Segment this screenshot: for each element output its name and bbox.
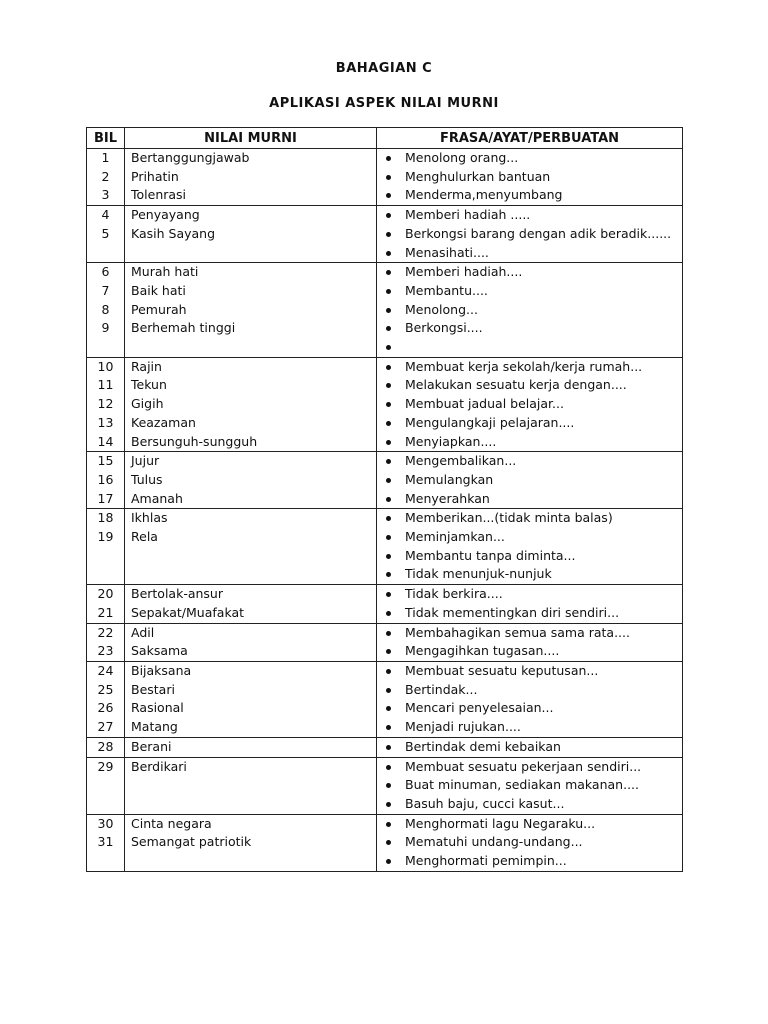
frasa-cell <box>377 509 683 585</box>
frasa-text: Menolong orang... <box>405 150 519 165</box>
frasa-text: Mengulangkaji pelajaran.... <box>405 414 575 430</box>
nilai-cell <box>125 623 377 661</box>
bil-cell <box>87 263 125 358</box>
frasa-item <box>395 509 682 528</box>
frasa-text: Memulangkan <box>405 471 494 487</box>
nilai-murni-item: Sepakat/Muafakat <box>131 604 245 620</box>
nilai-murni-item: Adil <box>131 624 155 640</box>
frasa-text: Membuat sesuatu keputusan... <box>405 662 599 678</box>
frasa-item <box>395 452 682 471</box>
frasa-cell <box>377 623 683 661</box>
nilai-murni-item: Ikhlas <box>131 510 168 526</box>
frasa-text: Berkongsi barang dengan adik beradik...... <box>405 225 672 241</box>
frasa-cell <box>377 206 683 263</box>
frasa-item <box>395 662 682 681</box>
frasa-text: Bertindak demi kebaikan <box>405 738 561 754</box>
frasa-text: Memberikan...(tidak minta balas) <box>405 510 613 526</box>
frasa-text: Tidak mementingkan diri sendiri... <box>405 604 620 620</box>
nilai-cell <box>125 757 377 814</box>
bil-number: 13 <box>97 414 114 430</box>
frasa-text: Menasihati.... <box>405 244 489 260</box>
nilai-murni-item: Amanah <box>131 490 183 506</box>
bil-number: 14 <box>97 433 114 449</box>
table-row <box>87 357 683 452</box>
header-bil: BIL <box>87 128 125 149</box>
bil-number: 18 <box>97 510 114 526</box>
bil-cell <box>87 149 125 206</box>
frasa-list <box>377 662 682 737</box>
frasa-text: Mengagihkan tugasan.... <box>405 643 560 659</box>
frasa-text: Membuat kerja sekolah/kerja rumah... <box>405 358 643 374</box>
frasa-list <box>377 263 682 357</box>
bil-cell <box>87 509 125 585</box>
frasa-text <box>405 338 682 357</box>
nilai-cell <box>125 452 377 509</box>
frasa-text: Memberi hadiah.... <box>405 264 523 280</box>
nilai-murni-item: Bertolak-ansur <box>131 586 223 602</box>
bil-cell <box>87 585 125 623</box>
frasa-item <box>395 319 682 338</box>
frasa-item <box>395 263 682 282</box>
frasa-item <box>395 206 682 225</box>
frasa-cell <box>377 737 683 757</box>
frasa-item <box>395 815 682 834</box>
nilai-murni-item: Kasih Sayang <box>131 225 216 241</box>
nilai-cell <box>125 585 377 623</box>
frasa-cell <box>377 452 683 509</box>
frasa-item <box>395 852 682 871</box>
bil-number: 6 <box>101 264 110 280</box>
nilai-cell <box>125 357 377 452</box>
frasa-text: Menjadi rujukan.... <box>405 719 521 735</box>
frasa-item <box>395 414 682 433</box>
frasa-item <box>395 776 682 795</box>
bil-number: 23 <box>97 643 114 659</box>
bil-number: 2 <box>101 168 110 184</box>
frasa-text: Memberi hadiah ..... <box>405 207 531 223</box>
bil-number: 30 <box>97 815 114 831</box>
frasa-item <box>395 358 682 377</box>
nilai-murni-item: Gigih <box>131 396 164 412</box>
bil-number: 4 <box>101 207 110 223</box>
nilai-murni-item: Cinta negara <box>131 815 212 831</box>
frasa-item <box>395 681 682 700</box>
frasa-item <box>395 738 682 757</box>
frasa-text: Menghormati pemimpin... <box>405 853 567 869</box>
nilai-cell <box>125 661 377 737</box>
table-row <box>87 737 683 757</box>
bil-number: 5 <box>101 225 110 241</box>
bil-number: 10 <box>97 358 114 374</box>
frasa-item <box>395 699 682 718</box>
nilai-murni-item: Tekun <box>131 377 167 393</box>
frasa-cell <box>377 585 683 623</box>
nilai-murni-item: Bestari <box>131 681 175 697</box>
frasa-list <box>377 509 682 584</box>
frasa-item <box>395 395 682 414</box>
frasa-item <box>395 301 682 320</box>
frasa-item <box>395 758 682 777</box>
nilai-murni-item: Berdikari <box>131 758 187 774</box>
bil-number: 29 <box>97 758 114 774</box>
frasa-item <box>395 244 682 263</box>
frasa-list <box>377 358 682 452</box>
header-nilai-murni: NILAI MURNI <box>125 128 377 149</box>
header-row <box>87 128 683 149</box>
bil-cell <box>87 757 125 814</box>
nilai-murni-item: Keazaman <box>131 414 196 430</box>
frasa-text: Melakukan sesuatu kerja dengan.... <box>405 377 627 393</box>
frasa-list <box>377 758 682 814</box>
frasa-text: Mencari penyelesaian... <box>405 700 554 716</box>
nilai-cell <box>125 509 377 585</box>
nilai-murni-item: Tulus <box>131 471 163 487</box>
frasa-item <box>395 585 682 604</box>
bil-number: 17 <box>97 490 114 506</box>
frasa-item <box>395 547 682 566</box>
nilai-murni-item: Jujur <box>131 453 160 469</box>
nilai-murni-item: Bertanggungjawab <box>131 150 250 165</box>
bil-number: 21 <box>97 604 114 620</box>
frasa-item <box>395 718 682 737</box>
frasa-item <box>395 282 682 301</box>
frasa-text: Mengembalikan... <box>405 453 517 469</box>
page-title: BAHAGIAN C <box>335 61 433 76</box>
frasa-item <box>395 565 682 584</box>
frasa-text: Tidak menunjuk-nunjuk <box>405 566 552 582</box>
nilai-murni-table <box>86 127 683 872</box>
frasa-cell <box>377 357 683 452</box>
nilai-murni-item: Matang <box>131 719 178 735</box>
frasa-cell <box>377 814 683 871</box>
frasa-cell <box>377 757 683 814</box>
frasa-text: Menyiapkan.... <box>405 433 497 449</box>
table-row <box>87 585 683 623</box>
bil-number: 24 <box>97 662 114 678</box>
table-row <box>87 814 683 871</box>
table-row <box>87 452 683 509</box>
frasa-item <box>395 471 682 490</box>
nilai-murni-item: Baik hati <box>131 282 186 298</box>
nilai-murni-item: Bersunguh-sungguh <box>131 433 258 449</box>
table-row <box>87 661 683 737</box>
frasa-list <box>377 815 682 871</box>
frasa-item <box>395 604 682 623</box>
frasa-item <box>395 490 682 509</box>
frasa-text: Berkongsi.... <box>405 320 483 336</box>
frasa-text: Membahagikan semua sama rata.... <box>405 624 630 640</box>
nilai-murni-item: Prihatin <box>131 168 179 184</box>
table-row <box>87 263 683 358</box>
nilai-cell <box>125 263 377 358</box>
table-row <box>87 206 683 263</box>
frasa-text: Menghulurkan bantuan <box>405 168 551 184</box>
table-row <box>87 623 683 661</box>
bil-number: 19 <box>97 529 114 545</box>
bil-number: 31 <box>97 834 114 850</box>
nilai-murni-item: Bijaksana <box>131 662 192 678</box>
bil-number: 22 <box>97 624 114 640</box>
nilai-murni-item: Murah hati <box>131 264 199 280</box>
frasa-text: Bertindak... <box>405 681 478 697</box>
header-frasa: FRASA/AYAT/PERBUATAN <box>377 128 683 149</box>
frasa-item <box>395 624 682 643</box>
nilai-cell <box>125 149 377 206</box>
nilai-cell <box>125 737 377 757</box>
frasa-item <box>395 433 682 452</box>
frasa-item <box>395 528 682 547</box>
frasa-item <box>395 833 682 852</box>
frasa-cell <box>377 263 683 358</box>
frasa-text: Menderma,menyumbang <box>405 187 563 203</box>
frasa-text: Basuh baju, cucci kasut... <box>405 795 565 811</box>
nilai-murni-item: Rasional <box>131 700 184 716</box>
frasa-item <box>395 338 682 357</box>
bil-number: 28 <box>97 738 114 754</box>
bil-cell <box>87 737 125 757</box>
frasa-list <box>377 585 682 622</box>
bil-number: 16 <box>97 471 114 487</box>
frasa-text: Menyerahkan <box>405 490 490 506</box>
table-body <box>87 149 683 872</box>
frasa-item <box>395 168 682 187</box>
frasa-item <box>395 225 682 244</box>
frasa-text: Membuat sesuatu pekerjaan sendiri... <box>405 758 642 774</box>
nilai-murni-item: Berani <box>131 738 172 754</box>
nilai-murni-item: Saksama <box>131 643 188 659</box>
bil-cell <box>87 357 125 452</box>
bil-number: 8 <box>101 301 110 317</box>
frasa-item <box>395 642 682 661</box>
bil-number: 26 <box>97 700 114 716</box>
frasa-cell <box>377 661 683 737</box>
frasa-list <box>377 149 682 205</box>
page-subtitle: APLIKASI ASPEK NILAI MURNI <box>269 96 499 111</box>
nilai-murni-item: Rela <box>131 529 158 545</box>
nilai-murni-item: Semangat patriotik <box>131 834 252 850</box>
frasa-text: Tidak berkira.... <box>405 586 503 602</box>
table-row <box>87 757 683 814</box>
nilai-cell <box>125 814 377 871</box>
bil-number: 27 <box>97 719 114 735</box>
frasa-item <box>395 149 682 168</box>
bil-number: 9 <box>101 320 110 336</box>
nilai-murni-item: Pemurah <box>131 301 187 317</box>
frasa-text: Menghormati lagu Negaraku... <box>405 815 596 831</box>
frasa-list <box>377 624 682 661</box>
frasa-text: Meminjamkan... <box>405 529 505 545</box>
nilai-murni-item: Tolenrasi <box>131 187 187 203</box>
frasa-cell <box>377 149 683 206</box>
frasa-text: Mematuhi undang-undang... <box>405 834 583 850</box>
frasa-item <box>395 795 682 814</box>
bil-number: 1 <box>101 150 110 165</box>
bil-number: 11 <box>97 377 114 393</box>
bil-number: 3 <box>101 187 110 203</box>
frasa-list <box>377 452 682 508</box>
nilai-murni-item: Rajin <box>131 358 162 374</box>
bil-number: 12 <box>97 396 114 412</box>
frasa-item <box>395 376 682 395</box>
nilai-murni-item: Penyayang <box>131 207 200 223</box>
nilai-murni-item: Berhemah tinggi <box>131 320 236 336</box>
frasa-text: Menolong... <box>405 301 478 317</box>
bil-cell <box>87 661 125 737</box>
frasa-text: Membantu.... <box>405 282 488 298</box>
frasa-list <box>377 738 682 757</box>
frasa-item <box>395 186 682 205</box>
bil-number: 7 <box>101 282 110 298</box>
table-row <box>87 149 683 206</box>
frasa-text: Membuat jadual belajar... <box>405 396 564 412</box>
nilai-cell <box>125 206 377 263</box>
frasa-text: Buat minuman, sediakan makanan.... <box>405 777 639 793</box>
bil-cell <box>87 814 125 871</box>
bil-number: 25 <box>97 681 114 697</box>
bil-cell <box>87 452 125 509</box>
table-row <box>87 509 683 585</box>
frasa-text: Membantu tanpa diminta... <box>405 547 576 563</box>
frasa-list <box>377 206 682 262</box>
bil-cell <box>87 206 125 263</box>
bil-number: 20 <box>97 586 114 602</box>
bil-number: 15 <box>97 453 114 469</box>
bil-cell <box>87 623 125 661</box>
